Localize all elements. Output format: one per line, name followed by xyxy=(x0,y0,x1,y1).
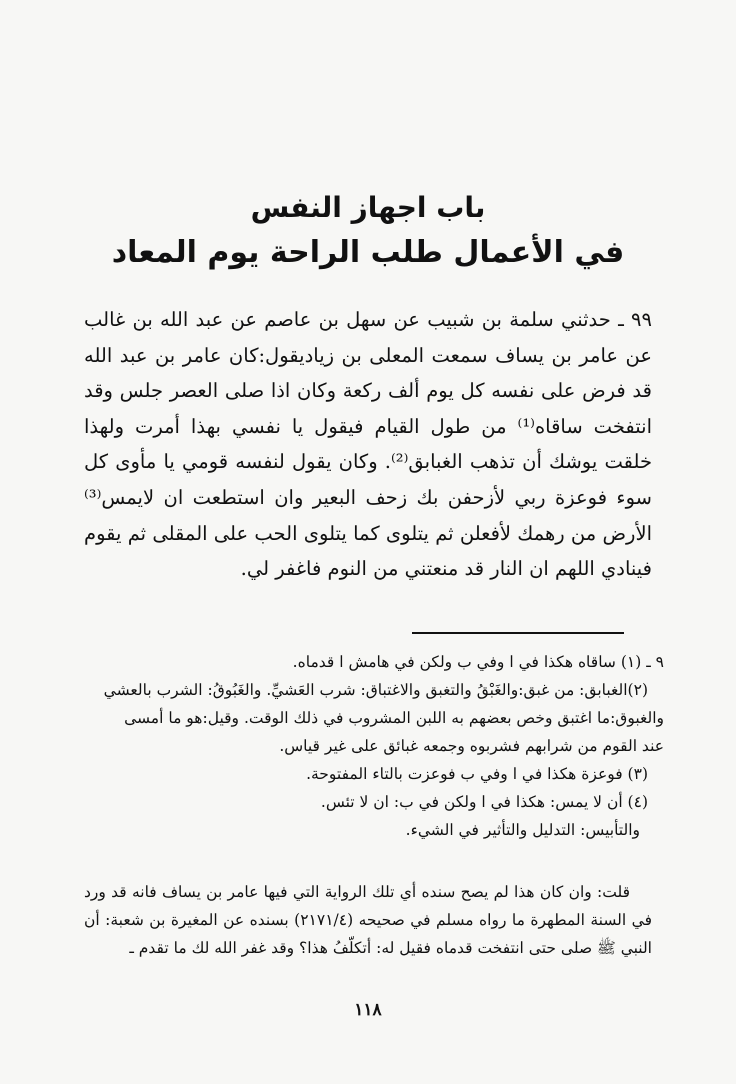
footnote-1: ٩ ـ (١) ساقاه هكذا في ا وفي ب ولكن في هامش ا قدماه. xyxy=(292,653,664,671)
footnote-divider xyxy=(412,632,624,634)
footnote-2: (٢)الغبابق: من غبق:والغَبْقُ والتغبق والاغتباق: شرب العَشيِّ. والغَبُوقُ: الشرب بالعشي xyxy=(103,681,648,699)
footnote-3: (٣) فوعزة هكذا في ا وفي ب فوعزت بالتاء المفتوحة. xyxy=(306,765,648,783)
footnote-4: (٤) أن لا يمس: هكذا في ا ولكن في ب: ان لا تئس. xyxy=(320,793,648,811)
chapter-title xyxy=(0,186,736,276)
commentary xyxy=(84,878,652,962)
narration-paragraph: ٩٩ ـ حدثني سلمة بن شبيب عن سهل بن عاصم عن عبد الله بن غالب عن عامر بن يساف سمعت المعلى بن زياديقول:كان عامر بن عبد الله قد فرض على نفسه كل يوم ألف ركعة وكان اذا صلى العصر جلس وقد انتفخت ساقاه⁽¹⁾ من طول القيام فيقول يا نفسي بهذا أمرت ولهذا خلقت يوشك أن تذهب الغبابق⁽²⁾. وكان يقول لنفسه قومي يا مأوى كل سوء فوعزة ربي لأزحفن بك زحف البعير وان استطعت ان لايمس⁽³⁾ الأرض من رهمك لأفعلن ثم يتلوى كما يتلوى الحب على المقلى ثم يقوم فينادي اللهم ان النار قد منعتني من النوم فاغفر لي. xyxy=(84,308,652,581)
footnotes xyxy=(84,648,664,844)
footnote-2-continued: والغبوق:ما اغتبق وخص بعضهم به اللبن المشروب في ذلك الوقت. وقيل:هو ما أمسى xyxy=(124,709,664,727)
commentary-paragraph: قلت: وان كان هذا لم يصح سنده أي تلك الرواية التي فيها عامر بن يساف فانه قد ورد في السنة المطهرة ما رواه مسلم في صحيحه (٢١٧١/٤) بسنده عن المغيرة بن شعبة: أن النبي ﷺ صلى حتى انتفخت قدماه فقيل له: أتكلّفُ هذا؟ وقد غفر الله لك ما تقدم ـ xyxy=(84,883,652,957)
main-narration xyxy=(84,302,652,587)
chapter-title-line-2: في الأعمال طلب الراحة يوم المعاد xyxy=(111,235,625,270)
footnote-4-definition: والتأبيس: التدليل والتأثير في الشيء. xyxy=(405,821,640,839)
page-number: ١١٨ xyxy=(354,1000,382,1020)
footnote-2-end: عند القوم من شرابهم فشربوه وجمعه غبائق على غير قياس. xyxy=(279,737,664,755)
chapter-title-line-1: باب اجهاز النفس xyxy=(250,191,486,224)
